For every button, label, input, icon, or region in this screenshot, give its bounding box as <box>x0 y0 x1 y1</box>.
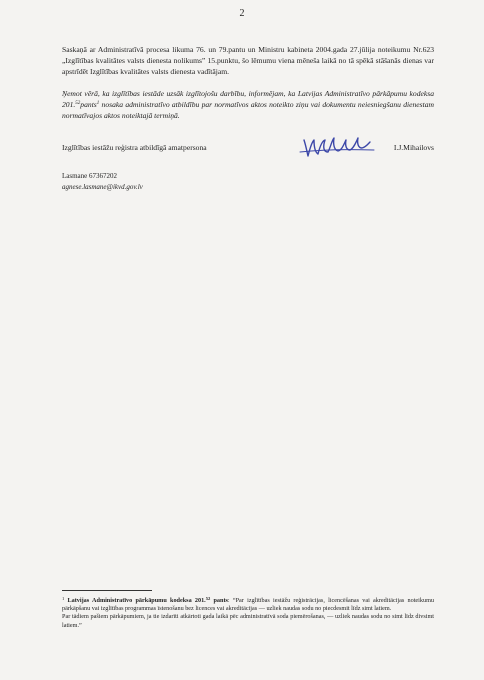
notice-text-start: Ņemot vērā, ka izglītības iestāde uzsāk izglītojošu darbību, informējam, ka Latvijas Administratīvo pārkāpumu kodeksa 201. <box>62 89 434 109</box>
signatory-title: Izglītības iestāžu reģistra atbildīgā amatpersona <box>62 143 207 152</box>
footnote-text-1: : “Par izglītības iestāžu reģistrācijas, licencēšanas vai akreditācijas noteikumu pārkāpšanu vai izglītības programmas īstenošanu bez licences vai akreditācijas — uzliek naudas sodu no piecdesmit līdz simt latiem. <box>62 597 434 613</box>
handwritten-signature <box>298 132 378 162</box>
appeal-paragraph: Saskaņā ar Administratīvā procesa likuma 76. un 79.pantu un Ministru kabineta 2004.gada 27.jūlija noteikumu Nr.623 „Izglītības kvalitātes valsts dienesta nolikums” 15.punktu, šo lēmumu viena mēneša laikā no tā spēkā stāšanās dienas var apstrīdēt Izglītības kvalitātes valsts dienesta vadītājam. <box>62 45 434 76</box>
contact-line: Lasmane 67367202 <box>62 172 118 180</box>
footnote-heading-text: Latvijas Administratīvo pārkāpumu kodeksa 201. <box>67 597 206 604</box>
footnote-heading-pants: pants <box>210 597 228 604</box>
footnote-text-2: Par tādiem pašiem pārkāpumiem, ja tie izdarīti atkārtoti gada laikā pēc administratīvā soda piemērošanas, — uzliek naudas sodu no simt līdz divsimt latiem.” <box>62 613 434 629</box>
liability-notice-paragraph <box>62 88 434 121</box>
footnote <box>62 597 434 630</box>
footnote-reference: 1 <box>96 101 100 106</box>
article-superscript: 52 <box>75 101 81 106</box>
notice-text-end: nosaka administratīvo atbildību par normatīvos aktos noteikto ziņu vai dokumentu neiesniegšanu dienestam normatīvajos aktos noteiktajā termiņā. <box>62 100 434 120</box>
signatory-name: I.J.Mihailovs <box>393 143 434 152</box>
footnote-heading <box>67 597 227 604</box>
footnote-heading-superscript: 52 <box>205 596 211 601</box>
footnote-marker: 1 <box>62 596 65 601</box>
contact-email: agnese.lasmane@ikvd.gov.lv <box>62 183 143 191</box>
page-number: 2 <box>239 8 245 19</box>
contact-block <box>62 171 143 193</box>
footnote-divider <box>62 590 152 591</box>
notice-pants: pants <box>80 100 97 109</box>
